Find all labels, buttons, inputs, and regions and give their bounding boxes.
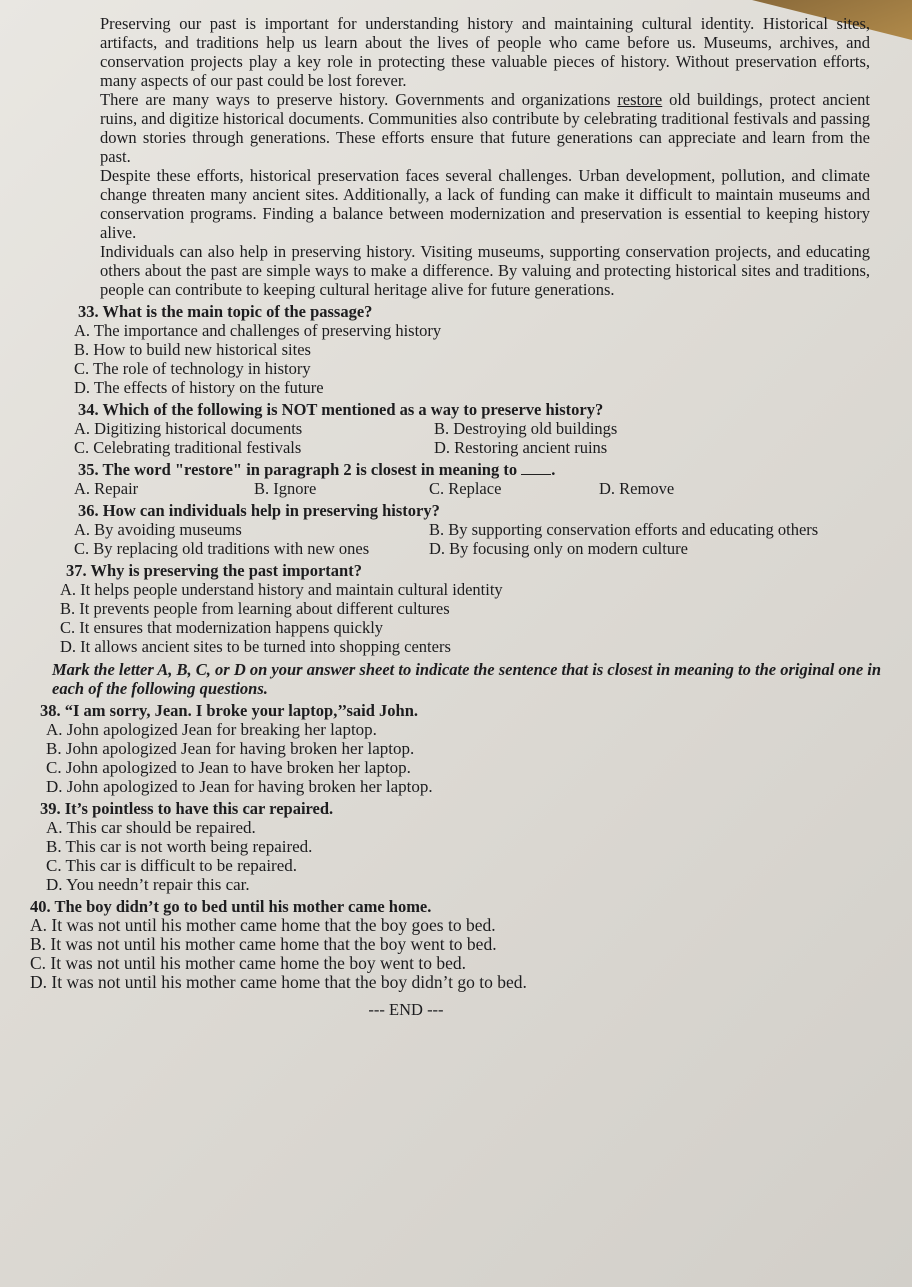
option-c: C. It ensures that modernization happens quickly <box>60 618 384 637</box>
answer-blank <box>521 474 551 475</box>
question-stem <box>30 460 882 479</box>
option-d: D. It was not until his mother came home that the boy didn’t go to bed. <box>30 972 527 992</box>
option-c: C. It was not until his mother came home the boy went to bed. <box>30 953 466 973</box>
passage-paragraph-1: Preserving our past is important for understanding history and maintaining cultural identity. Historical sites, artifacts, and traditions help us learn about the lives of people who came before us. Museums, archives, and conservation projects play a key role in protecting these valuable pieces of history. Without preservation efforts, many aspects of our past could be lost forever. <box>100 14 870 90</box>
stem-part: " in paragraph 2 is closest in meaning to <box>232 460 518 479</box>
underlined-word-restore: restore <box>617 90 663 109</box>
option-c: C. Celebrating traditional festivals <box>74 438 302 457</box>
option-d: D. You needn’t repair this car. <box>46 875 250 894</box>
reading-passage <box>30 14 882 299</box>
question-36 <box>30 501 882 558</box>
option-a: A. Digitizing historical documents <box>74 419 303 438</box>
option-b: B. This car is not worth being repaired. <box>46 837 313 856</box>
option-b: B. How to build new historical sites <box>74 340 311 359</box>
option-c: C. This car is difficult to be repaired. <box>46 856 297 875</box>
option-c: C. Replace <box>429 479 502 498</box>
option-a: A. The importance and challenges of preserving history <box>74 321 442 340</box>
option-d: D. It allows ancient sites to be turned into shopping centers <box>60 637 451 656</box>
question-stem: 36. How can individuals help in preserving history? <box>78 501 440 520</box>
section-instruction: Mark the letter A, B, C, or D on your answer sheet to indicate the sentence that is closest in meaning to the original one in each of the following questions. <box>52 660 882 698</box>
option-a: A. This car should be repaired. <box>46 818 256 837</box>
option-d: D. John apologized to Jean for having broken her laptop. <box>46 777 433 796</box>
question-37 <box>30 561 882 656</box>
end-marker: --- END --- <box>368 1000 444 1019</box>
question-35 <box>30 460 882 498</box>
question-stem: 34. Which of the following is NOT mentioned as a way to preserve history? <box>78 400 604 419</box>
options-grid <box>30 520 882 558</box>
options-grid <box>30 419 882 457</box>
passage-paragraph-2 <box>30 90 882 166</box>
question-38 <box>30 701 882 796</box>
option-d: D. Restoring ancient ruins <box>434 438 608 457</box>
stem-part: 35. The word " <box>78 460 185 479</box>
question-stem: 40. The boy didn’t go to bed until his mother came home. <box>30 897 432 916</box>
option-b: B. By supporting conservation efforts and educating others <box>429 520 819 539</box>
p2-before: There are many ways to preserve history. Governments and organizations <box>100 90 618 109</box>
question-stem: 39. It’s pointless to have this car repaired. <box>40 799 334 818</box>
option-d: D. By focusing only on modern culture <box>429 539 688 558</box>
option-a: A. John apologized Jean for breaking her laptop. <box>46 720 377 739</box>
question-stem: 33. What is the main topic of the passage? <box>78 302 373 321</box>
option-a: A. It helps people understand history and maintain cultural identity <box>60 580 503 599</box>
option-b: B. Ignore <box>254 479 317 498</box>
option-d: D. The effects of history on the future <box>74 378 324 397</box>
option-c: C. The role of technology in history <box>74 359 311 378</box>
option-b: B. John apologized Jean for having broken her laptop. <box>46 739 415 758</box>
p2-after: old buildings, protect ancient ruins, and digitize historical documents. Communities also contribute by celebrating traditional festivals and passing down stories through generations. These efforts ensure that future generations can appreciate and learn from the past. <box>100 90 870 166</box>
question-stem: 37. Why is preserving the past important? <box>66 561 362 580</box>
stem-keyword: restore <box>184 460 233 479</box>
option-c: C. John apologized to Jean to have broken her laptop. <box>46 758 411 777</box>
passage-paragraph-3: Despite these efforts, historical preservation faces several challenges. Urban development, pollution, and climate change threaten many ancient sites. Additionally, a lack of funding can make it difficult to maintain museums and conservation programs. Finding a balance between modernization and preservation is essential to keeping history alive. <box>100 166 870 242</box>
option-a: A. It was not until his mother came home that the boy goes to bed. <box>30 915 496 935</box>
option-d: D. Remove <box>599 479 675 498</box>
option-b: B. It prevents people from learning about different cultures <box>60 599 450 618</box>
option-a: A. By avoiding museums <box>74 520 242 539</box>
question-stem: 38. “I am sorry, Jean. I broke your laptop,’’said John. <box>40 701 419 720</box>
question-34 <box>30 400 882 457</box>
stem-end: . <box>551 460 556 479</box>
option-a: A. Repair <box>74 479 139 498</box>
question-39 <box>30 799 882 894</box>
option-b: B. It was not until his mother came home that the boy went to bed. <box>30 934 497 954</box>
question-40 <box>30 897 882 992</box>
option-c: C. By replacing old traditions with new ones <box>74 539 370 558</box>
question-33 <box>30 302 882 397</box>
option-b: B. Destroying old buildings <box>434 419 618 438</box>
document-content <box>30 14 882 1019</box>
passage-paragraph-4: Individuals can also help in preserving history. Visiting museums, supporting conservation projects, and educating others about the past are simple ways to make a difference. By valuing and protecting historical sites and traditions, people can contribute to keeping cultural heritage alive for future generations. <box>100 242 870 299</box>
options-grid <box>30 479 882 498</box>
